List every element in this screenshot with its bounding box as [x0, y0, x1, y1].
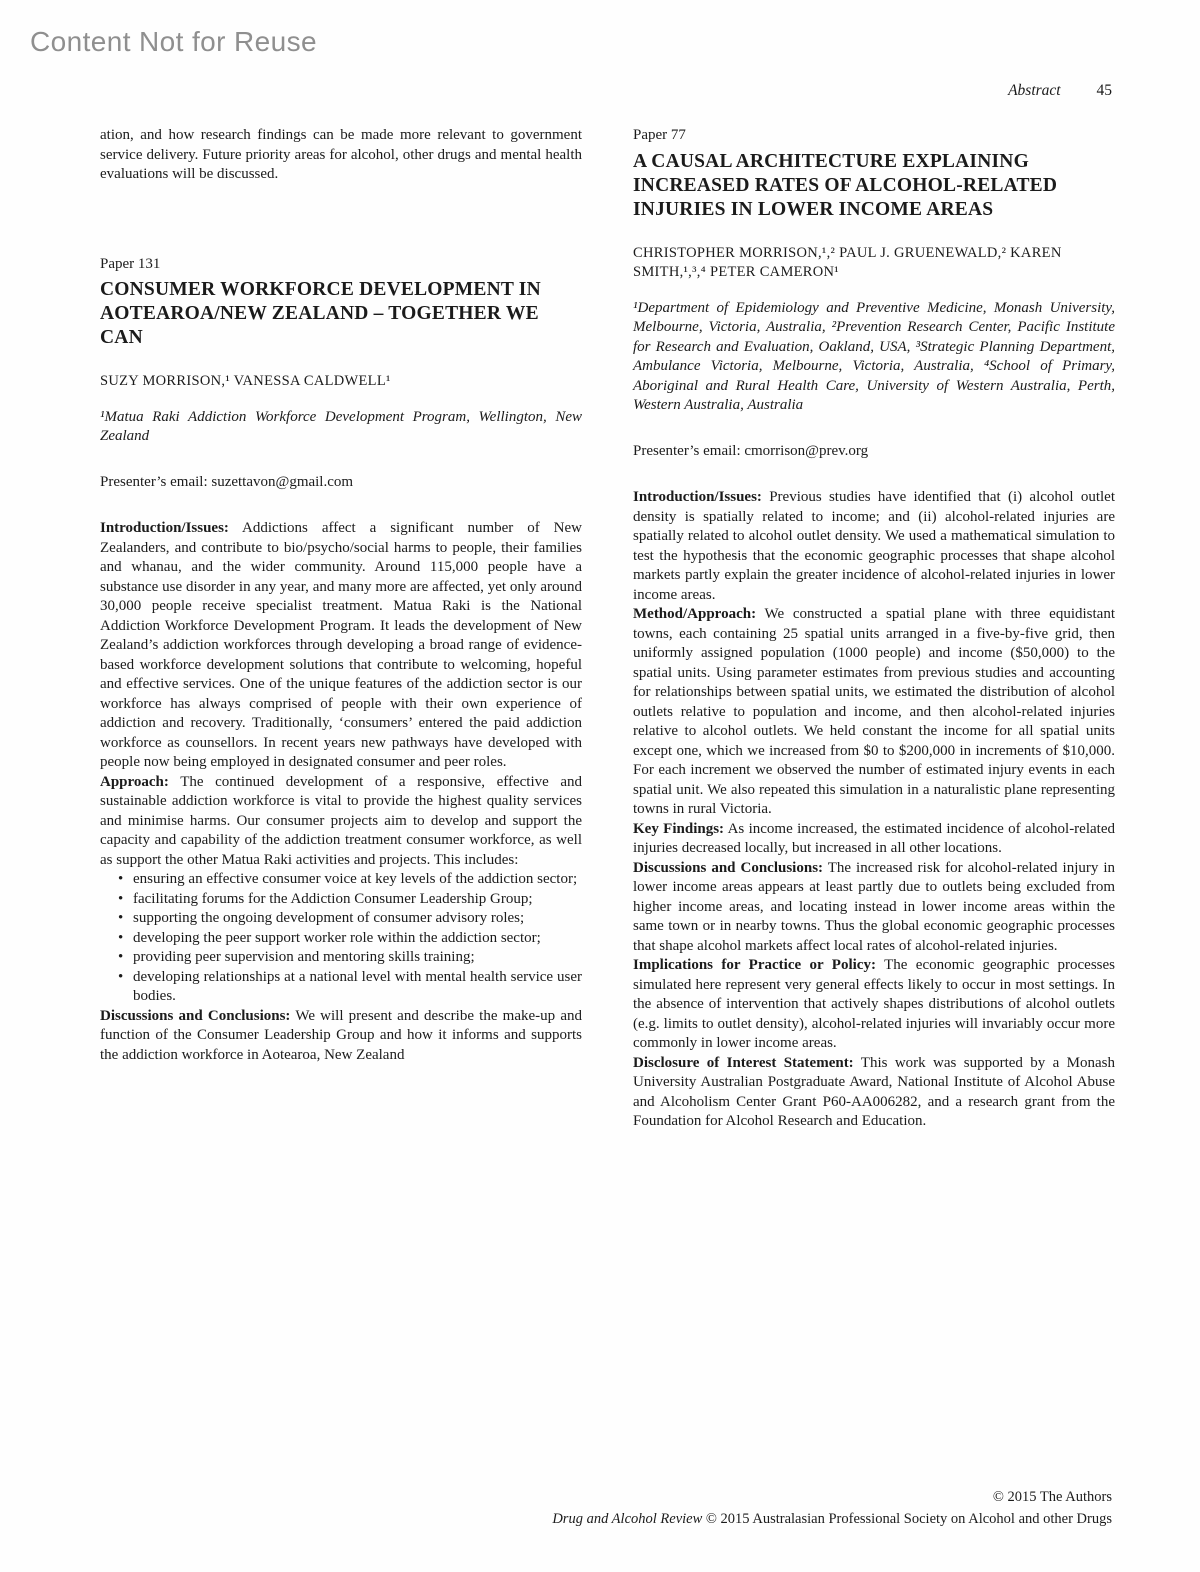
section-heading: Disclosure of Interest Statement:: [633, 1054, 854, 1071]
bullet-item: • providing peer supervision and mentoring skills training;: [118, 948, 582, 968]
authors-line: CHRISTOPHER MORRISON,¹,² PAUL J. GRUENEWALD,² KAREN SMITH,¹,³,⁴ PETER CAMERON¹: [633, 244, 1062, 280]
abstract-paper-131: [100, 255, 582, 1066]
affiliation-line: ¹Department of Epidemiology and Preventive Medicine, Monash University, Melbourne, Victoria, Australia, ²Prevention Research Center, Pacific Institute for Research and Evaluation, Oakland, USA, ³Strategic Planning Department, Ambulance Victoria, Melbourne, Victoria, Australia, ⁴School of Primary, Aboriginal and Rural Health Care, University of Western Australia, Perth, Western Australia, Australia: [633, 299, 1115, 413]
section-text: The increased risk for alcohol-related injury in lower income areas appears at least partly due to outlets being excluded from higher income areas, and locating instead in lower income areas within the same town or in nearby towns. Thus the global economic geographic processes that shape alcohol markets affect local rates of alcohol-related injuries.: [633, 859, 1116, 954]
page-footer: [552, 1486, 1112, 1530]
section-heading: Method/Approach:: [633, 606, 757, 622]
abstract-body: [100, 519, 582, 1065]
section-method-approach: [633, 605, 1115, 820]
section-implications: [633, 956, 1115, 1054]
running-head: [1008, 82, 1112, 100]
section-text: We will present and describe the make-up and function of the Consumer Leadership Group and how it informs and supports the addiction workforce in Aotearoa, New Zealand: [100, 1007, 582, 1063]
continuation-paragraph: ation, and how research findings can be made more relevant to government service delivery. Future priority areas for alcohol, other drugs and mental health evaluations will be discussed.: [100, 127, 582, 182]
section-heading: Discussions and Conclusions:: [633, 859, 824, 876]
section-heading: Discussions and Conclusions:: [100, 1007, 291, 1024]
footer-journal-name: Drug and Alcohol Review: [552, 1511, 703, 1527]
section-text: The continued development of a responsive, effective and sustainable addiction workforce is vital to provide the highest quality services and minimise harms. Our consumer projects aim to develop and support the capacity and capability of the addiction treatment consumer workforce, as well as support the other Matua Raki activities and projects. This includes:: [100, 773, 582, 868]
paper-title: A CAUSAL ARCHITECTURE EXPLAINING INCREASED RATES OF ALCOHOL-RELATED INJURIES IN LOWER INCOME AREAS: [633, 150, 1058, 220]
paper-label: Paper 131: [100, 255, 161, 272]
bullet-list: [118, 870, 582, 1007]
email-label: Presenter’s email:: [633, 442, 741, 459]
bullet-item: • developing the peer support worker role within the addiction sector;: [118, 929, 582, 949]
section-approach: [100, 773, 582, 871]
section-discussions-conclusions: [100, 1007, 582, 1066]
abstract-paper-77: [633, 126, 1115, 1132]
bullet-item: • developing relationships at a national level with mental health service user bodies.: [118, 968, 582, 1007]
left-column: [100, 126, 582, 1065]
section-heading: Approach:: [100, 773, 169, 790]
right-column: [633, 126, 1115, 1132]
bullet-item: • ensuring an effective consumer voice at key levels of the addiction sector;: [118, 870, 582, 890]
section-text: Addictions affect a significant number of New Zealanders, and contribute to bio/psycho/social harms to people, their families and whanau, and the wider community. Around 115,000 people have a substance use disorder in any year, and many more are affected, yet only around 30,000 people receive specialist treatment. Matua Raki is the National Addiction Workforce Development Program. It leads the development of New Zealand’s addiction workforces through developing a broad range of evidence-based workforce development solutions that contribute to welcoming, hopeful and effective services. One of the unique features of the addiction sector is our workforce has always comprised of people with their own experience of addiction and recovery. Traditionally, ‘consumers’ entered the paid addiction workforce as counsellors. In recent years new pathways have developed with people now being employed in designated consumer and peer roles.: [100, 520, 582, 770]
email-address: suzettavon@gmail.com: [211, 473, 354, 490]
footer-journal-rest: © 2015 Australasian Professional Society on Alcohol and other Drugs: [702, 1511, 1112, 1527]
abstract-body: [633, 488, 1115, 1132]
section-introduction-issues: [100, 519, 582, 773]
section-text: As income increased, the estimated incidence of alcohol-related injuries decreased locally, but increased in all other locations.: [633, 820, 1115, 856]
section-disclosure: [633, 1054, 1115, 1132]
authors-line: SUZY MORRISON,¹ VANESSA CALDWELL¹: [100, 373, 391, 389]
paper-label: Paper 77: [633, 127, 686, 143]
affiliation-line: ¹Matua Raki Addiction Workforce Development Program, Wellington, New Zealand: [100, 408, 582, 444]
watermark-text: Content Not for Reuse: [30, 26, 317, 57]
section-discussions-conclusions: [633, 859, 1115, 957]
section-introduction-issues: [633, 488, 1115, 605]
running-head-section: Abstract: [1008, 82, 1061, 99]
section-text: The economic geographic processes simulated here represent very general effects likely to occur in most settings. In the absence of intervention that actively shapes distributions of alcohol outlets (e.g. limits to outlet density), alcohol-related injuries will invariably occur more commonly in lower income areas.: [633, 957, 1115, 1051]
presenter-email-line: [100, 473, 582, 493]
email-address: cmorrison@prev.org: [744, 442, 869, 459]
section-heading: Implications for Practice or Policy:: [633, 957, 876, 973]
page-number: 45: [1096, 82, 1112, 99]
section-key-findings: [633, 820, 1115, 859]
bullet-item: • supporting the ongoing development of consumer advisory roles;: [118, 909, 582, 929]
section-heading: Key Findings:: [633, 820, 725, 837]
paper-title: CONSUMER WORKFORCE DEVELOPMENT IN AOTEAROA/NEW ZEALAND – TOGETHER WE CAN: [100, 279, 541, 348]
section-heading: Introduction/Issues:: [633, 489, 762, 505]
bullet-item: • facilitating forums for the Addiction Consumer Leadership Group;: [118, 890, 582, 910]
presenter-email-line: [633, 442, 1115, 462]
footer-journal-line: [552, 1508, 1112, 1530]
section-text: Previous studies have identified that (i) alcohol outlet density is spatially related to income; and (ii) alcohol-related injuries are spatially related to alcohol outlet density. We used a mathematical simulation to test the hypothesis that the economic geographic processes that shape alcohol markets partly explain the greater incidence of alcohol-related injuries in lower income areas.: [633, 489, 1116, 603]
email-label: Presenter’s email:: [100, 473, 208, 490]
section-text: We constructed a spatial plane with three equidistant towns, each containing 25 spatial units arranged in a five-by-five grid, then uniformly assigned population (1000 people) and income ($50,000) to the spatial units. Using parameter estimates from previous studies and accounting for relationships between spatial units, we estimated the distribution of alcohol outlets relative to population and income, and then alcohol-related injuries relative to alcohol outlets. We held constant the income for all spatial units except one, which we increased from $0 to $200,000 in increments of $10,000. For each increment we observed the number of estimated injury events in each spatial unit. We also repeated this simulation in a naturalistic plane representing towns in rural Victoria.: [633, 606, 1115, 817]
section-heading: Introduction/Issues:: [100, 520, 229, 536]
section-text: This work was supported by a Monash University Australian Postgraduate Award, National Institute of Alcohol Abuse and Alcoholism Center Grant P60-AA006282, and a research grant from the Foundation for Alcohol Research and Education.: [633, 1054, 1115, 1129]
footer-copyright: © 2015 The Authors: [992, 1489, 1112, 1505]
